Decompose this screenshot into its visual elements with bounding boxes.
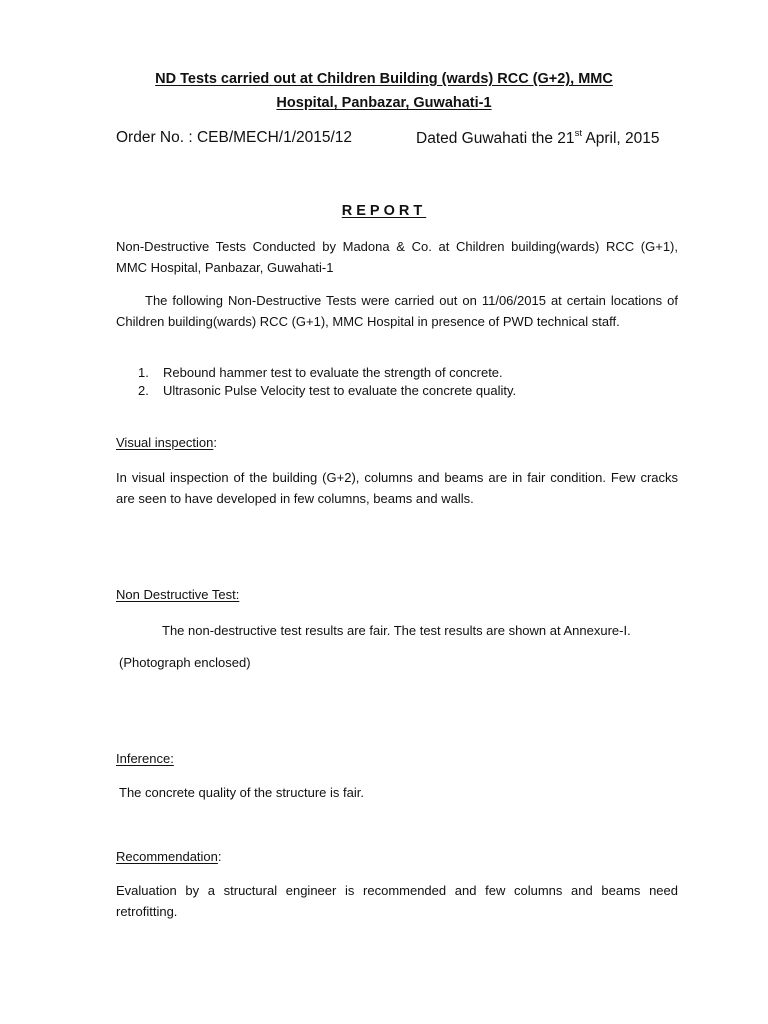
inference-heading [116,751,174,766]
list-item-text: Rebound hammer test to evaluate the strength of concrete. [163,365,503,380]
recommendation-heading-text: Recommendation [116,849,218,864]
recommendation-heading-colon: : [217,849,222,864]
tests-list [138,364,678,400]
visual-inspection-heading-colon: : [213,435,217,450]
tests-paragraph: The following Non-Destructive Tests were carried out on 11/06/2015 at certain locations of Children building(wards) RCC (G+1), MMC Hospital in presence of PWD technical staff. [116,293,678,329]
visual-inspection-heading [116,435,217,450]
ndt-heading [116,587,239,602]
order-number: Order No. : CEB/MECH/1/2015/12 [116,129,353,146]
list-item-number: 2. [138,383,149,398]
photograph-note: (Photograph enclosed) [119,655,251,670]
list-item-number: 1. [138,365,149,380]
list-item-text: Ultrasonic Pulse Velocity test to evaluate the concrete quality. [163,383,517,398]
order-date-superscript: st [574,128,582,139]
document-title-line-1: ND Tests carried out at Children Building (wards) RCC (G+2), MMC [155,71,613,87]
recommendation-body: Evaluation by a structural engineer is recommended and few columns and beams need retrofitting. [116,883,678,919]
list-item [138,364,678,382]
order-date-prefix: Dated Guwahati the 21 [416,130,575,148]
recommendation-heading [116,849,222,864]
ndt-body: The non-destructive test results are fair. The test results are shown at Annexure-I. [162,623,631,638]
order-date-suffix: April, 2015 [581,130,660,148]
visual-inspection-body: In visual inspection of the building (G+2), columns and beams are in fair condition. Few cracks are seen to have developed in few columns, beams and walls. [116,470,678,506]
inference-body: The concrete quality of the structure is fair. [119,785,364,800]
intro-paragraph: Non-Destructive Tests Conducted by Madona & Co. at Children building(wards) RCC (G+1), MMC Hospital, Panbazar, Guwahati-1 [116,239,678,275]
visual-inspection-heading-text: Visual inspection [116,435,214,450]
inference-heading-text: Inference: [116,751,174,766]
document-title-line-2: Hospital, Panbazar, Guwahati-1 [276,95,492,111]
order-line [116,129,678,147]
order-date [416,129,660,148]
list-item [138,382,678,400]
report-heading: REPORT [341,203,427,219]
ndt-heading-text: Non Destructive Test: [116,587,240,602]
